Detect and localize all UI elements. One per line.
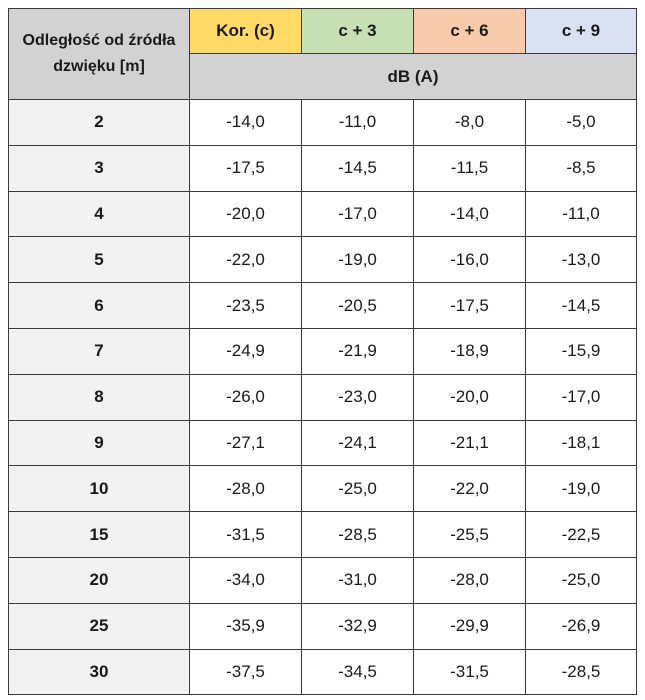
unit-header[interactable]: dB (A)	[190, 54, 637, 100]
value-cell[interactable]: -31,5	[190, 512, 302, 558]
value-cell[interactable]: -24,1	[302, 420, 414, 466]
value-cell[interactable]: -37,5	[190, 649, 302, 695]
value-cell[interactable]: -16,0	[414, 237, 526, 283]
column-header-c-plus-6[interactable]: c + 6	[414, 9, 526, 54]
table-row	[9, 466, 637, 512]
table-row	[9, 557, 637, 603]
table-row	[9, 100, 637, 146]
distance-cell[interactable]: 2	[9, 100, 190, 146]
value-cell[interactable]: -21,1	[414, 420, 526, 466]
value-cell[interactable]: -19,0	[302, 237, 414, 283]
column-header-kor-c[interactable]: Kor. (c)	[190, 9, 302, 54]
value-cell[interactable]: -28,5	[302, 512, 414, 558]
value-cell[interactable]: -21,9	[302, 328, 414, 374]
value-cell[interactable]: -11,5	[414, 145, 526, 191]
distance-cell[interactable]: 5	[9, 237, 190, 283]
value-cell[interactable]: -22,0	[190, 237, 302, 283]
header-row-columns	[9, 9, 637, 54]
value-cell[interactable]: -11,0	[302, 100, 414, 146]
table-row	[9, 512, 637, 558]
distance-cell[interactable]: 3	[9, 145, 190, 191]
value-cell[interactable]: -23,5	[190, 283, 302, 329]
value-cell[interactable]: -34,5	[302, 649, 414, 695]
value-cell[interactable]: -29,9	[414, 603, 526, 649]
distance-cell[interactable]: 8	[9, 374, 190, 420]
column-header-c-plus-9[interactable]: c + 9	[526, 9, 637, 54]
distance-cell[interactable]: 4	[9, 191, 190, 237]
value-cell[interactable]: -34,0	[190, 557, 302, 603]
value-cell[interactable]: -15,9	[526, 328, 637, 374]
distance-cell[interactable]: 30	[9, 649, 190, 695]
value-cell[interactable]: -20,0	[414, 374, 526, 420]
value-cell[interactable]: -25,0	[302, 466, 414, 512]
value-cell[interactable]: -28,0	[414, 557, 526, 603]
column-header-c-plus-3[interactable]: c + 3	[302, 9, 414, 54]
table-row	[9, 603, 637, 649]
table-row	[9, 191, 637, 237]
value-cell[interactable]: -19,0	[526, 466, 637, 512]
value-cell[interactable]: -17,5	[190, 145, 302, 191]
table-row	[9, 283, 637, 329]
value-cell[interactable]: -27,1	[190, 420, 302, 466]
value-cell[interactable]: -25,5	[414, 512, 526, 558]
value-cell[interactable]: -17,5	[414, 283, 526, 329]
table-row	[9, 420, 637, 466]
value-cell[interactable]: -35,9	[190, 603, 302, 649]
value-cell[interactable]: -32,9	[302, 603, 414, 649]
value-cell[interactable]: -18,1	[526, 420, 637, 466]
value-cell[interactable]: -14,0	[190, 100, 302, 146]
value-cell[interactable]: -8,0	[414, 100, 526, 146]
value-cell[interactable]: -14,5	[302, 145, 414, 191]
value-cell[interactable]: -31,5	[414, 649, 526, 695]
distance-cell[interactable]: 10	[9, 466, 190, 512]
distance-cell[interactable]: 15	[9, 512, 190, 558]
value-cell[interactable]: -11,0	[526, 191, 637, 237]
value-cell[interactable]: -24,9	[190, 328, 302, 374]
distance-cell[interactable]: 25	[9, 603, 190, 649]
distance-column-header[interactable]: Odległość od źródła dzwięku [m]	[9, 9, 190, 100]
value-cell[interactable]: -26,0	[190, 374, 302, 420]
value-cell[interactable]: -13,0	[526, 237, 637, 283]
value-cell[interactable]: -17,0	[302, 191, 414, 237]
value-cell[interactable]: -17,0	[526, 374, 637, 420]
attenuation-table	[8, 8, 637, 695]
table-row	[9, 374, 637, 420]
spreadsheet-area	[8, 8, 637, 695]
value-cell[interactable]: -18,9	[414, 328, 526, 374]
distance-cell[interactable]: 6	[9, 283, 190, 329]
value-cell[interactable]: -22,5	[526, 512, 637, 558]
value-cell[interactable]: -8,5	[526, 145, 637, 191]
value-cell[interactable]: -26,9	[526, 603, 637, 649]
value-cell[interactable]: -25,0	[526, 557, 637, 603]
value-cell[interactable]: -20,5	[302, 283, 414, 329]
value-cell[interactable]: -5,0	[526, 100, 637, 146]
value-cell[interactable]: -28,0	[190, 466, 302, 512]
value-cell[interactable]: -23,0	[302, 374, 414, 420]
distance-cell[interactable]: 20	[9, 557, 190, 603]
value-cell[interactable]: -28,5	[526, 649, 637, 695]
table-row	[9, 328, 637, 374]
table-body	[9, 100, 637, 695]
value-cell[interactable]: -31,0	[302, 557, 414, 603]
value-cell[interactable]: -20,0	[190, 191, 302, 237]
table-row	[9, 237, 637, 283]
value-cell[interactable]: -14,0	[414, 191, 526, 237]
value-cell[interactable]: -22,0	[414, 466, 526, 512]
distance-cell[interactable]: 9	[9, 420, 190, 466]
distance-cell[interactable]: 7	[9, 328, 190, 374]
value-cell[interactable]: -14,5	[526, 283, 637, 329]
table-row	[9, 145, 637, 191]
table-row	[9, 649, 637, 695]
